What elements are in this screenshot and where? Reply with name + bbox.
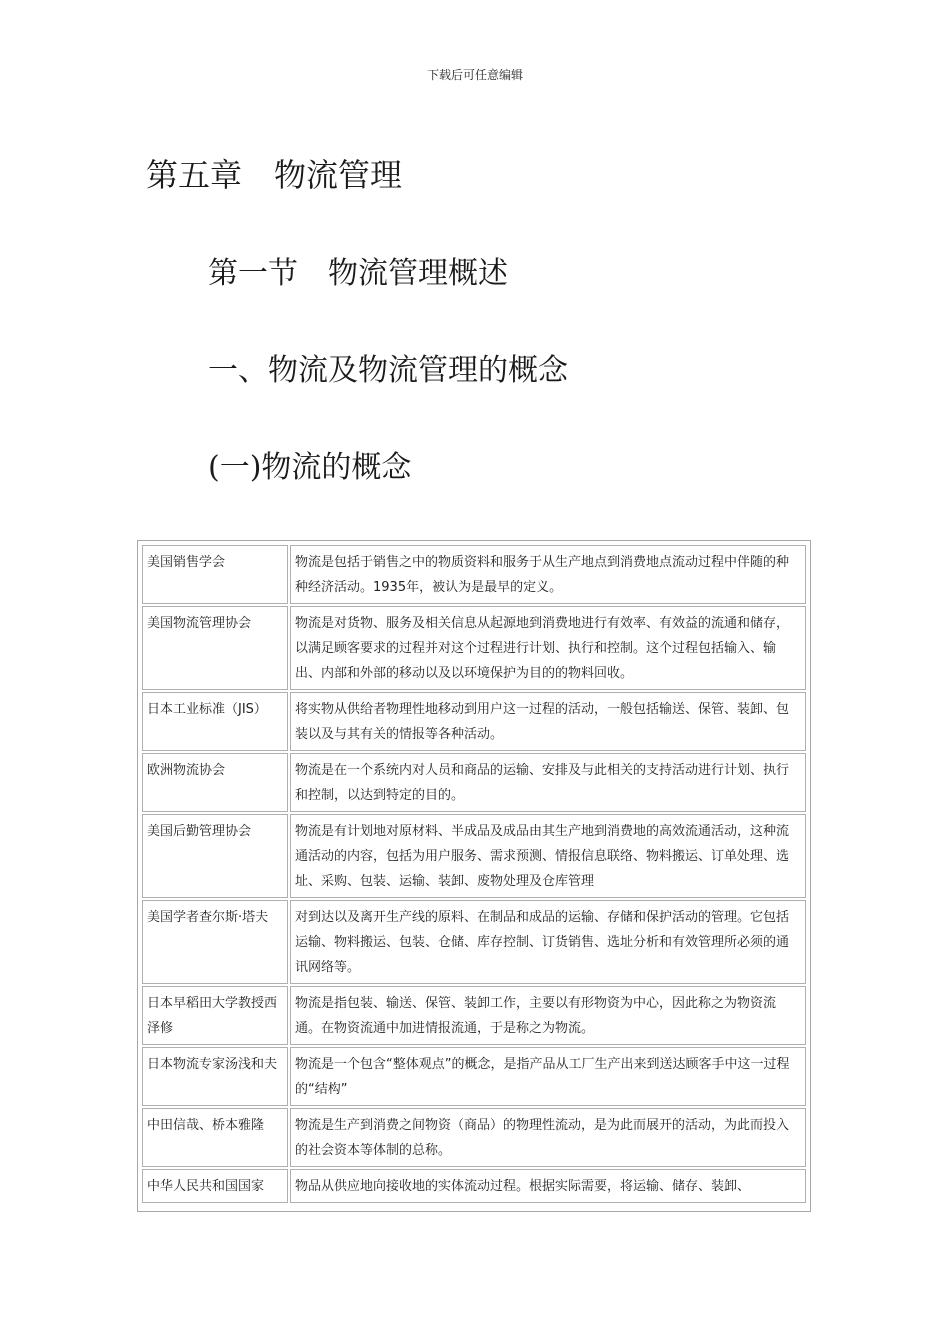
org-cell: 美国学者查尔斯·塔夫 — [142, 900, 288, 984]
table-row — [142, 545, 806, 604]
table-row — [142, 900, 806, 984]
org-cell: 美国后勤管理协会 — [142, 814, 288, 898]
org-cell: 日本工业标准（JIS） — [142, 692, 288, 751]
subsection-title: 一、物流及物流管理的概念 — [208, 353, 568, 388]
org-cell: 中华人民共和国国家 — [142, 1169, 288, 1203]
table-row — [142, 606, 806, 690]
org-cell: 中田信哉、桥本雅隆 — [142, 1108, 288, 1167]
definition-cell: 物流是生产到消费之间物资（商品）的物理性流动，是为此而展开的活动，为此而投入的社会资本等体制的总称。 — [290, 1108, 806, 1167]
org-cell: 美国销售学会 — [142, 545, 288, 604]
definition-cell: 将实物从供给者物理性地移动到用户这一过程的活动，一般包括输送、保管、装卸、包装以及与其有关的情报等各种活动。 — [290, 692, 806, 751]
table-row — [142, 986, 806, 1045]
definition-cell: 物流是对货物、服务及相关信息从起源地到消费地进行有效率、有效益的流通和储存，以满足顾客要求的过程并对这个过程进行计划、执行和控制。这个过程包括输入、输出、内部和外部的移动以及以环境保护为目的的物料回收。 — [290, 606, 806, 690]
item-title: (一)物流的概念 — [208, 450, 412, 485]
table-row — [142, 814, 806, 898]
table-row — [142, 1108, 806, 1167]
table-row — [142, 753, 806, 812]
definitions-table-frame — [137, 540, 811, 1212]
org-cell: 日本早稻田大学教授西泽修 — [142, 986, 288, 1045]
org-cell: 欧洲物流协会 — [142, 753, 288, 812]
definition-cell: 物流是包括于销售之中的物质资料和服务于从生产地点到消费地点流动过程中伴随的种种经济活动。1935年，被认为是最早的定义。 — [290, 545, 806, 604]
definition-cell: 物流是一个包含“整体观点”的概念，是指产品从工厂生产出来到送达顾客手中这一过程的“结构” — [290, 1047, 806, 1106]
page-header-note: 下载后可任意编辑 — [426, 68, 523, 82]
definition-cell: 物品从供应地向接收地的实体流动过程。根据实际需要，将运输、储存、装卸、 — [290, 1169, 806, 1203]
section-title: 第一节 物流管理概述 — [208, 256, 508, 291]
definition-cell: 对到达以及离开生产线的原料、在制品和成品的运输、存储和保护活动的管理。它包括运输、物料搬运、包装、仓储、库存控制、订货销售、选址分析和有效管理所必须的通讯网络等。 — [290, 900, 806, 984]
definition-cell: 物流是在一个系统内对人员和商品的运输、安排及与此相关的支持活动进行计划、执行和控制，以达到特定的目的。 — [290, 753, 806, 812]
table-row — [142, 692, 806, 751]
table-row — [142, 1047, 806, 1106]
org-cell: 美国物流管理协会 — [142, 606, 288, 690]
chapter-title: 第五章 物流管理 — [146, 156, 403, 194]
definitions-table — [140, 543, 808, 1205]
definition-cell: 物流是指包装、输送、保管、装卸工作，主要以有形物资为中心，因此称之为物资流通。在物资流通中加进情报流通，于是称之为物流。 — [290, 986, 806, 1045]
definition-cell: 物流是有计划地对原材料、半成品及成品由其生产地到消费地的高效流通活动，这种流通活动的内容，包括为用户服务、需求预测、情报信息联络、物料搬运、订单处理、选址、采购、包装、运输、装卸、废物处理及仓库管理 — [290, 814, 806, 898]
table-row — [142, 1169, 806, 1203]
org-cell: 日本物流专家汤浅和夫 — [142, 1047, 288, 1106]
